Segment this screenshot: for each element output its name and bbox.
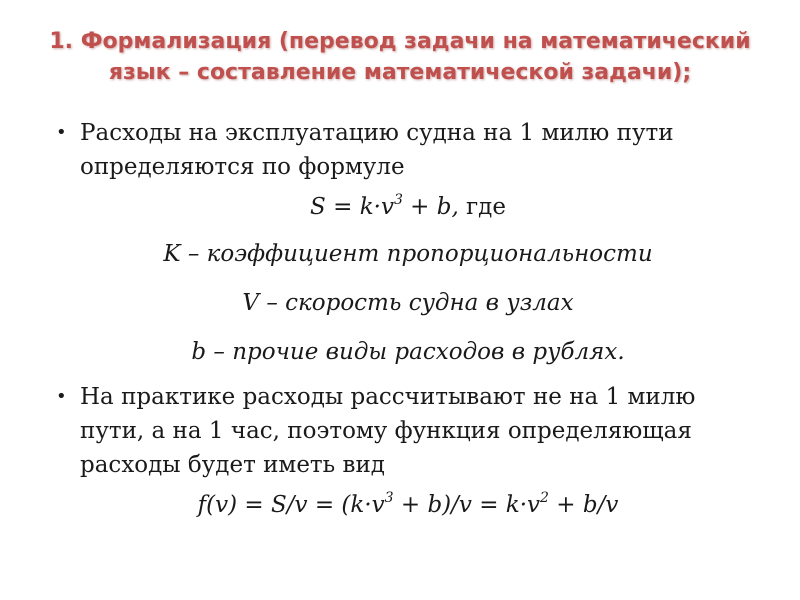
bullet-item-costs <box>56 116 736 184</box>
formula-s-exponent: 3 <box>393 192 403 208</box>
bullet-text-costs: Расходы на эксплуатацию судна на 1 милю пути определяются по формуле <box>80 120 674 180</box>
definition-b: b – прочие виды расходов в рублях. <box>191 339 625 365</box>
definition-k: K – коэффициент пропорциональности <box>163 241 653 267</box>
formula-f-part3: + b/v <box>548 492 619 518</box>
formula-s-tail: + b, <box>402 194 459 220</box>
formula-s <box>56 184 736 230</box>
bullet-icon: • <box>56 386 67 407</box>
definition-v: V – скорость судна в узлах <box>242 290 574 316</box>
slide-title: 1. Формализация (перевод задачи на математический язык – составление математической задачи); <box>49 29 751 85</box>
bullet-icon: • <box>56 122 67 143</box>
bullet-item-practice <box>56 380 736 482</box>
formula-f-exponent-1: 3 <box>384 490 394 506</box>
formula-f-part1: f(v) = S/v = (k·v <box>197 492 385 518</box>
bullet-text-practice: На практике расходы рассчитывают не на 1 милю пути, а на 1 час, поэтому функция определяющая расходы будет иметь вид <box>80 384 696 478</box>
formula-s-main: S = k·v <box>310 194 394 220</box>
slide-content <box>56 116 736 528</box>
formula-f <box>56 482 736 528</box>
formula-f-exponent-2: 2 <box>540 490 549 506</box>
formula-f-part2: + b)/v = k·v <box>393 492 541 518</box>
formula-s-word: где <box>458 194 506 220</box>
